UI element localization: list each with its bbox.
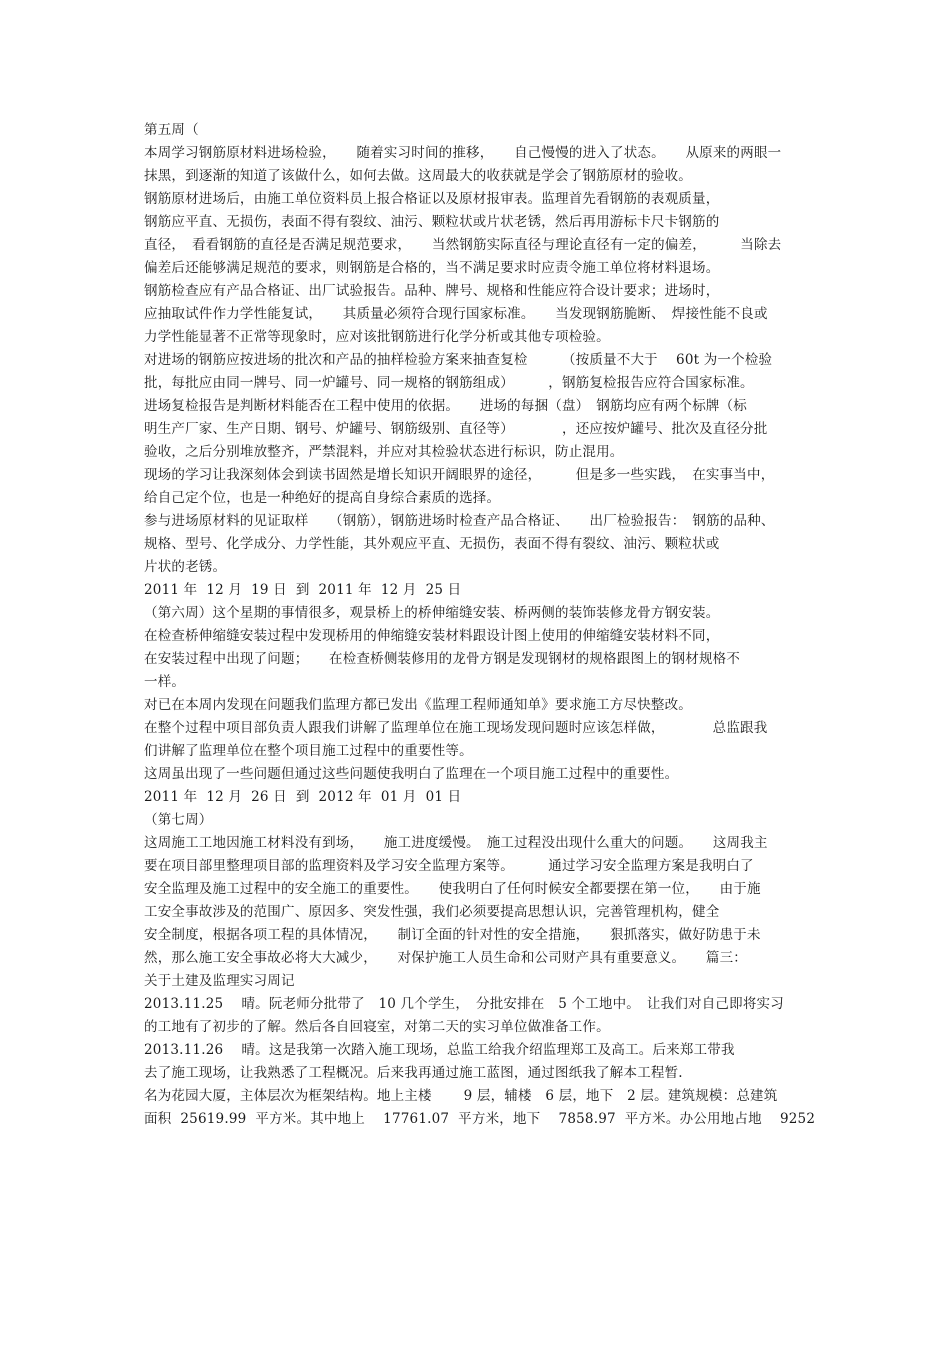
text-line: （第六周）这个星期的事情很多，观景桥上的桥伸缩缝安装、桥两侧的装饰装修龙骨方钢安装。 bbox=[144, 605, 720, 621]
text-line: 去了施工现场，让我熟悉了工程概况。后来我再通过施工蓝图，通过图纸我了解本工程暂. bbox=[144, 1065, 683, 1081]
text-line: 们讲解了监理单位在整个项目施工过程中的重要性等。 bbox=[144, 743, 473, 759]
text-line: 在检查桥伸缩缝安装过程中发现桥用的伸缩缝安装材料跟设计图上使用的伸缩缝安装材料不同， bbox=[144, 628, 720, 644]
text-line: 本周学习钢筋原材料进场检验， 随着实习时间的推移， 自己慢慢的进入了状态。 从原来的两眼一 bbox=[144, 145, 782, 161]
text-line: 钢筋原材进场后，由施工单位资料员上报合格证以及原材报审表。监理首先看钢筋的表观质量， bbox=[144, 191, 720, 207]
text-line: 片状的老锈。 bbox=[144, 559, 227, 575]
text-line: 现场的学习让我深刻体会到读书固然是增长知识开阔眼界的途径， 但是多一些实践， 在实事当中， bbox=[144, 467, 775, 483]
text-line: 验收，之后分别堆放整齐，严禁混料，并应对其检验状态进行标识，防止混用。 bbox=[144, 444, 624, 460]
text-line: 一样。 bbox=[144, 674, 186, 690]
text-line: 给自己定个位，也是一种绝好的提高自身综合素质的选择。 bbox=[144, 490, 501, 506]
text-line: （第七周） bbox=[144, 812, 213, 828]
text-line: 这周施工工地因施工材料没有到场， 施工进度缓慢。 施工过程没出现什么重大的问题。 这周我主 bbox=[144, 835, 768, 851]
text-line: 力学性能显著不正常等现象时，应对该批钢筋进行化学分析或其他专项检验。 bbox=[144, 329, 610, 345]
section-heading: 关于土建及监理实习周记 bbox=[144, 973, 295, 989]
text-line: 批，每批应由同一牌号、同一炉罐号、同一规格的钢筋组成） ，钢筋复检报告应符合国家标准。 bbox=[144, 375, 754, 391]
text-line: 然，那么施工安全事故必将大大减少， 对保护施工人员生命和公司财产具有重要意义。 篇三： bbox=[144, 950, 747, 966]
text-line: 参与进场原材料的见证取样 （钢筋），钢筋进场时检查产品合格证、 出厂检验报告： 钢筋的品种、 bbox=[144, 513, 775, 529]
text-line: 钢筋检查应有产品合格证、出厂试验报告。品种、牌号、规格和性能应符合设计要求；进场时， bbox=[144, 283, 720, 299]
date-range-line: 2011 年 12 月 26 日 到 2012 年 01 月 01 日 bbox=[144, 789, 462, 805]
text-line: 的工地有了初步的了解。然后各自回寝室，对第二天的实习单位做准备工作。 bbox=[144, 1019, 610, 1035]
text-line: 对已在本周内发现在问题我们监理方都已发出《监理工程师通知单》要求施工方尽快整改。 bbox=[144, 697, 692, 713]
text-line: 在安装过程中出现了问题； 在检查桥侧装修用的龙骨方钢是发现钢材的规格跟图上的钢材规格不 bbox=[144, 651, 741, 667]
text-line: 要在项目部里整理项目部的监理资料及学习安全监理方案等。 通过学习安全监理方案是我明白了 bbox=[144, 858, 754, 874]
text-line: 这周虽出现了一些问题但通过这些问题使我明白了监理在一个项目施工过程中的重要性。 bbox=[144, 766, 679, 782]
text-line: 安全监理及施工过程中的安全施工的重要性。 使我明白了任何时候安全都要摆在第一位， 由于施 bbox=[144, 881, 761, 897]
text-line: 对进场的钢筋应按进场的批次和产品的抽样检验方案来抽查复检 （按质量不大于 60t 为一个检验 bbox=[144, 352, 773, 368]
date-range-line: 2011 年 12 月 19 日 到 2011 年 12 月 25 日 bbox=[144, 582, 462, 598]
text-line: 应抽取试件作力学性能复试， 其质量必须符合现行国家标准。 当发现钢筋脆断、 焊接性能不良或 bbox=[144, 306, 768, 322]
text-line: 抹黑，到逐渐的知道了该做什么，如何去做。这周最大的收获就是学会了钢筋原材的验收。 bbox=[144, 168, 692, 184]
text-line: 2013.11.26 晴。这是我第一次踏入施工现场，总监工给我介绍监理郑工及高工。后来郑工带我 bbox=[144, 1042, 735, 1058]
text-line: 进场复检报告是判断材料能否在工程中使用的依据。 进场的每捆（盘） 钢筋均应有两个标牌（标 bbox=[144, 398, 747, 414]
text-line: 名为花园大厦，主体层次为框架结构。地上主楼 9 层，辅楼 6 层，地下 2 层。建筑规模：总建筑 bbox=[144, 1088, 778, 1104]
text-line: 工安全事故涉及的范围广、原因多、突发性强，我们必须要提高思想认识，完善管理机构，健全 bbox=[144, 904, 720, 920]
text-line: 2013.11.25 晴。阮老师分批带了 10 几个学生， 分批安排在 5 个工地中。 让我们对自己即将实习 bbox=[144, 996, 784, 1012]
text-line: 面积 25619.99 平方米。其中地上 17761.07 平方米，地下 7858.97 平方米。办公用地占地 9252 bbox=[144, 1111, 816, 1127]
text-line: 明生产厂家、生产日期、钢号、炉罐号、钢筋级别、直径等） ，还应按炉罐号、批次及直径分批 bbox=[144, 421, 768, 437]
text-line: 直径， 看看钢筋的直径是否满足规范要求， 当然钢筋实际直径与理论直径有一定的偏差， 当除去 bbox=[144, 237, 782, 253]
text-line: 偏差后还能够满足规范的要求，则钢筋是合格的，当不满足要求时应责令施工单位将材料退场。 bbox=[144, 260, 720, 276]
text-line: 钢筋应平直、无损伤，表面不得有裂纹、油污、颗粒状或片状老锈，然后再用游标卡尺卡钢筋的 bbox=[144, 214, 720, 230]
text-line: 第五周（ bbox=[144, 122, 199, 138]
text-line: 在整个过程中项目部负责人跟我们讲解了监理单位在施工现场发现问题时应该怎样做， 总监跟我 bbox=[144, 720, 768, 736]
text-line: 规格、型号、化学成分、力学性能，其外观应平直、无损伤，表面不得有裂纹、油污、颗粒状或 bbox=[144, 536, 720, 552]
text-line: 安全制度，根据各项工程的具体情况， 制订全面的针对性的安全措施， 狠抓落实，做好防患于未 bbox=[144, 927, 761, 943]
